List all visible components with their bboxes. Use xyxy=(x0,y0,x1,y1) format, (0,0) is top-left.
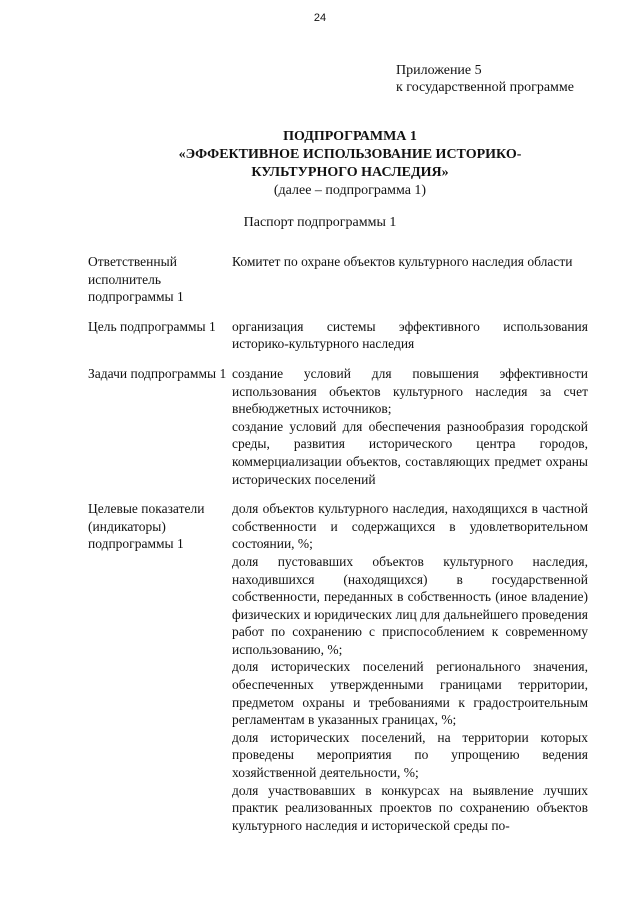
row-value xyxy=(232,365,588,488)
passport-row-tasks xyxy=(88,365,590,488)
subprogram-title xyxy=(90,128,610,200)
appendix-line-2: к государственной программе xyxy=(396,80,574,95)
value-paragraph: Комитет по охране объектов культурного наследия области xyxy=(232,254,573,269)
passport-table xyxy=(88,253,590,846)
value-paragraph: доля пустовавших объектов культурного наследия, находившихся (находящихся) в государственной собственности, переданных в собственность (иное владение) физических и юридических лиц для дальнейшего проведения работ по сохранению с приспособлением к современному использованию, %; xyxy=(232,553,588,657)
value-paragraph: создание условий для повышения эффективности использования объектов культурного наследия за счет внебюджетных источников; xyxy=(232,365,588,417)
value-paragraph: организация системы эффективного использования историко-культурного наследия xyxy=(232,318,588,352)
passport-row-responsible xyxy=(88,253,590,306)
title-line-1: ПОДПРОГРАММА 1 xyxy=(283,129,417,144)
row-value xyxy=(232,253,588,306)
row-label: Задачи подпрограммы 1 xyxy=(88,365,227,381)
value-paragraph: доля исторических поселений регионального значения, обеспеченных утвержденными границами территории, предметом охраны и требованиями к градостроительным регламентам в указанных границах, %; xyxy=(232,659,588,728)
appendix-note xyxy=(396,62,574,96)
row-value xyxy=(232,318,588,353)
page-number: 24 xyxy=(313,12,327,24)
title-line-3: КУЛЬТУРНОГО НАСЛЕДИЯ» xyxy=(251,165,449,180)
row-label: Ответственный исполнитель подпрограммы 1 xyxy=(88,254,184,305)
appendix-line-1: Приложение 5 xyxy=(396,63,482,78)
row-label: Цель подпрограммы 1 xyxy=(88,318,216,334)
value-paragraph: создание условий для обеспечения разнообразия городской среды, развития исторического центра городов, коммерциализации объектов, составляющих предмет охраны исторических поселений xyxy=(232,418,588,487)
title-line-4: (далее – подпрограмма 1) xyxy=(273,183,427,198)
title-line-2: «ЭФФЕКТИВНОЕ ИСПОЛЬЗОВАНИЕ ИСТОРИКО- xyxy=(178,147,522,162)
value-paragraph: доля объектов культурного наследия, находящихся в частной собственности и содержащихся в удовлетворительном состоянии, %; xyxy=(232,501,588,552)
value-paragraph: доля исторических поселений, на территории которых проведены мероприятия по упрощению ведения хозяйственной деятельности, %; xyxy=(232,729,588,781)
passport-row-goal xyxy=(88,318,590,353)
value-paragraph: доля участвовавших в конкурсах на выявление лучших практик реализованных проектов по сохранению объектов культурного наследия и исторической среды по- xyxy=(232,782,588,833)
passport-row-indicators xyxy=(88,500,590,834)
passport-heading: Паспорт подпрограммы 1 xyxy=(243,215,397,230)
row-label: Целевые показатели (индикаторы) подпрограммы 1 xyxy=(88,501,205,552)
row-value xyxy=(232,500,588,834)
